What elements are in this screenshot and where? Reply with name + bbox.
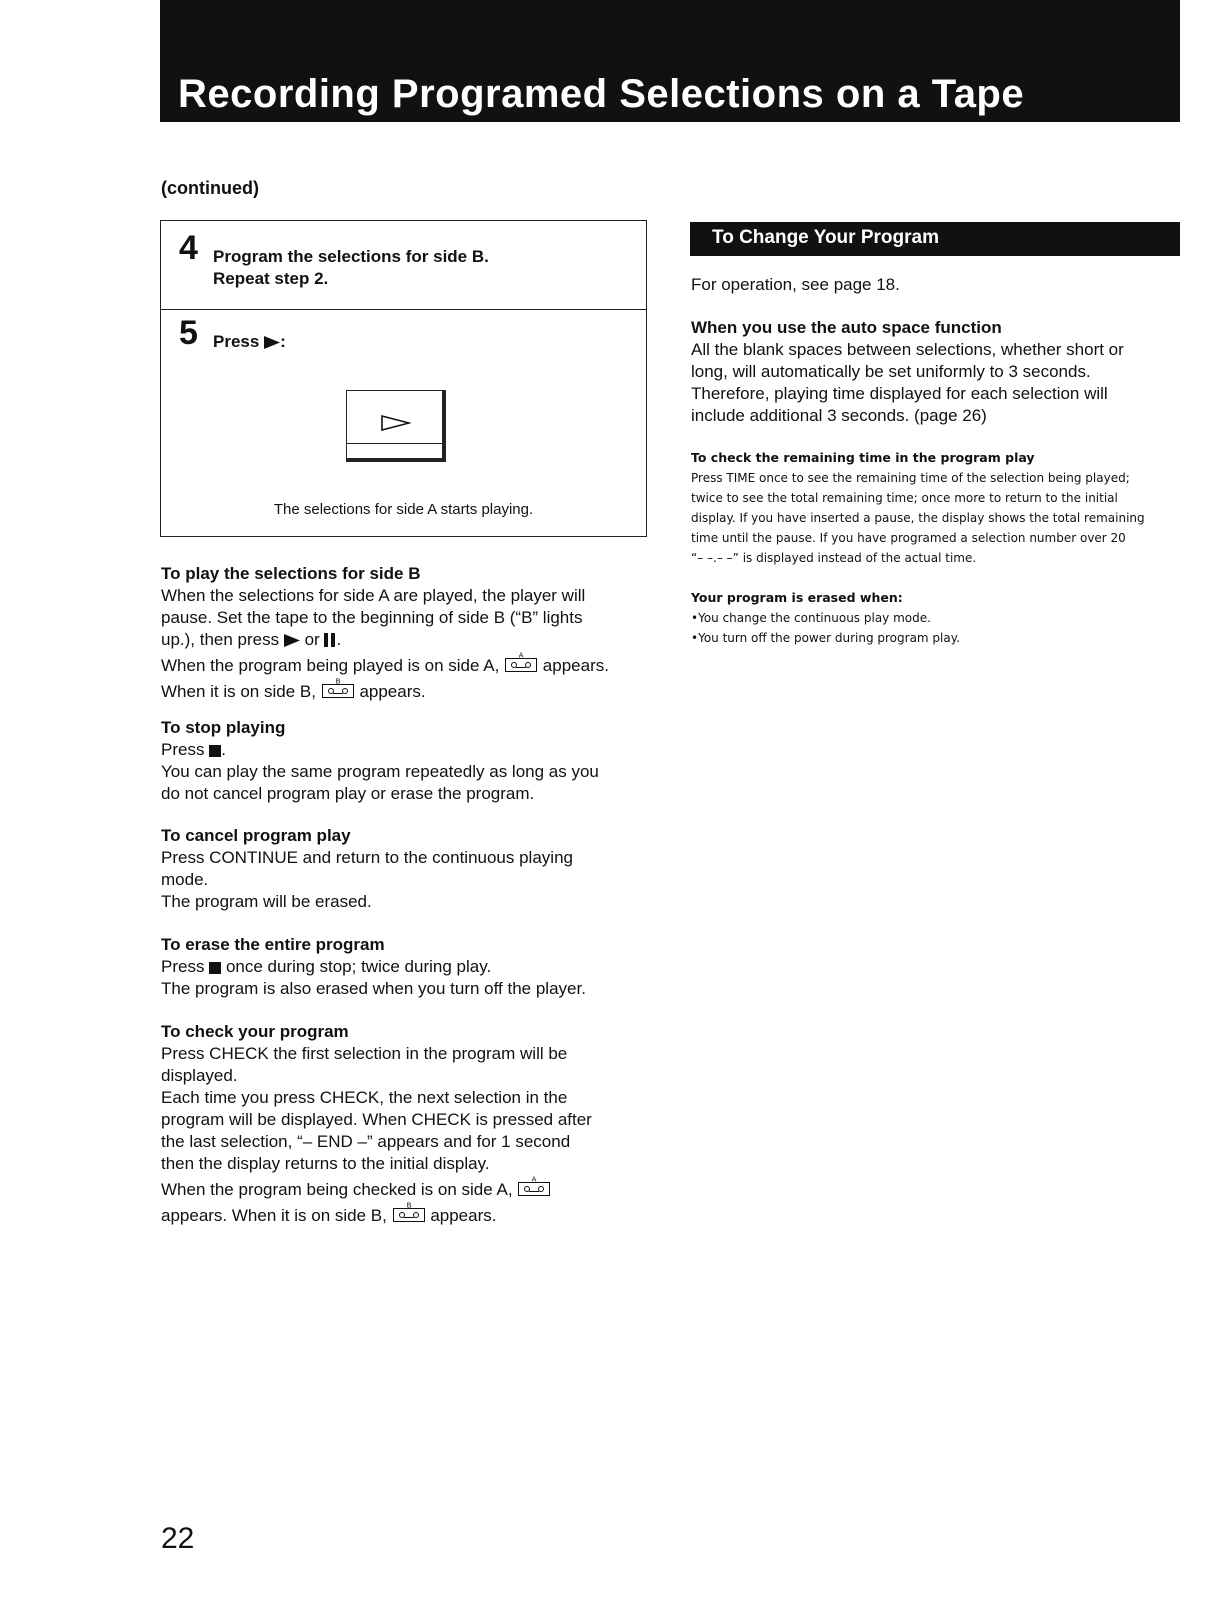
heading-play-side-b: To play the selections for side B bbox=[161, 564, 421, 583]
pause-icon bbox=[324, 633, 336, 647]
tape-side-b-letter: B bbox=[335, 677, 341, 686]
operation-note: For operation, see page 18. bbox=[691, 275, 900, 294]
page-number: 22 bbox=[161, 1522, 195, 1555]
list-item: • You turn off the power during program play. bbox=[691, 628, 1171, 648]
step-5-caption: The selections for side A starts playing. bbox=[273, 501, 534, 518]
heading-remaining-time: To check the remaining time in the program play bbox=[691, 450, 1035, 465]
change-program-title: To Change Your Program bbox=[712, 227, 939, 248]
step-5-number: 5 bbox=[179, 314, 198, 352]
play-outline-icon bbox=[381, 415, 411, 431]
section-cancel-program: To cancel program play Press CONTINUE and return to the continuous playing mode. The program will be erased. bbox=[161, 825, 651, 913]
tape-side-a-icon bbox=[504, 651, 538, 673]
list-item: • You change the continuous play mode. bbox=[691, 608, 1171, 628]
heading-erase-program: To erase the entire program bbox=[161, 935, 385, 954]
step-4-text: Program the selections for side B. Repeat step 2. bbox=[213, 247, 489, 288]
page-title: Recording Programed Selections on a Tape bbox=[178, 72, 1025, 116]
heading-auto-space: When you use the auto space function bbox=[691, 318, 1002, 337]
continued-label: (continued) bbox=[161, 178, 259, 198]
tape-side-b-icon bbox=[392, 1201, 426, 1223]
heading-program-erased: Your program is erased when: bbox=[691, 590, 903, 605]
play-icon bbox=[284, 634, 300, 647]
heading-check-program: To check your program bbox=[161, 1022, 349, 1041]
section-play-side-b: To play the selections for side B When the selections for side A are played, the player will pause. Set the tape to the beginning of side B (“B” lights up.), then press or . When the program being played is on side A, A appears. When it is on side B, B appears. bbox=[161, 563, 651, 703]
section-erase-program: To erase the entire program Press once during stop; twice during play. The program is also erased when you turn off the player. bbox=[161, 934, 651, 1000]
stop-icon bbox=[209, 962, 221, 974]
step-5-text: Press : bbox=[213, 332, 286, 351]
erased-conditions-list bbox=[691, 608, 1171, 648]
section-auto-space: When you use the auto space function All the blank spaces between selections, whether short or long, will automatically be set uniformly to 3 seconds. Therefore, playing time displayed for each selection will include additional 3 seconds. (page 26) bbox=[691, 317, 1181, 427]
play-icon bbox=[264, 336, 280, 349]
section-check-program: To check your program Press CHECK the first selection in the program will be displayed. Each time you press CHECK, the next selection in the program will be displayed. When CHECK is pressed after the last selection, “– END –” appears and for 1 second then the display returns to the initial display. When the program being checked is on side A, A appears. When it is on side B, B appears. bbox=[161, 1021, 651, 1227]
play-display-illustration bbox=[346, 390, 446, 462]
tape-side-a-icon bbox=[517, 1175, 551, 1197]
tape-side-b-letter: B bbox=[406, 1201, 411, 1210]
tape-side-b-icon bbox=[321, 677, 355, 699]
section-program-erased bbox=[691, 588, 1171, 648]
heading-stop-playing: To stop playing bbox=[161, 718, 286, 737]
tape-side-a-letter: A bbox=[518, 651, 524, 660]
steps-box bbox=[160, 220, 647, 537]
heading-cancel-program: To cancel program play bbox=[161, 826, 351, 845]
step-divider bbox=[161, 309, 646, 310]
step-4-number: 4 bbox=[179, 229, 198, 267]
tape-side-a-letter: A bbox=[531, 1175, 537, 1184]
section-stop-playing: To stop playing Press . You can play the same program repeatedly as long as you do not cancel program play or erase the program. bbox=[161, 717, 651, 805]
stop-icon bbox=[209, 745, 221, 757]
section-remaining-time: To check the remaining time in the program play Press TIME once to see the remaining time of the selection being played; twice to see the total remaining time; once more to return to the initial display. If you have inserted a pause, the display shows the total remaining time until the pause. If you have programed a selection number over 20 “– –.– –” is displayed instead of the actual time. bbox=[691, 448, 1171, 568]
change-program-bar bbox=[690, 222, 1180, 256]
